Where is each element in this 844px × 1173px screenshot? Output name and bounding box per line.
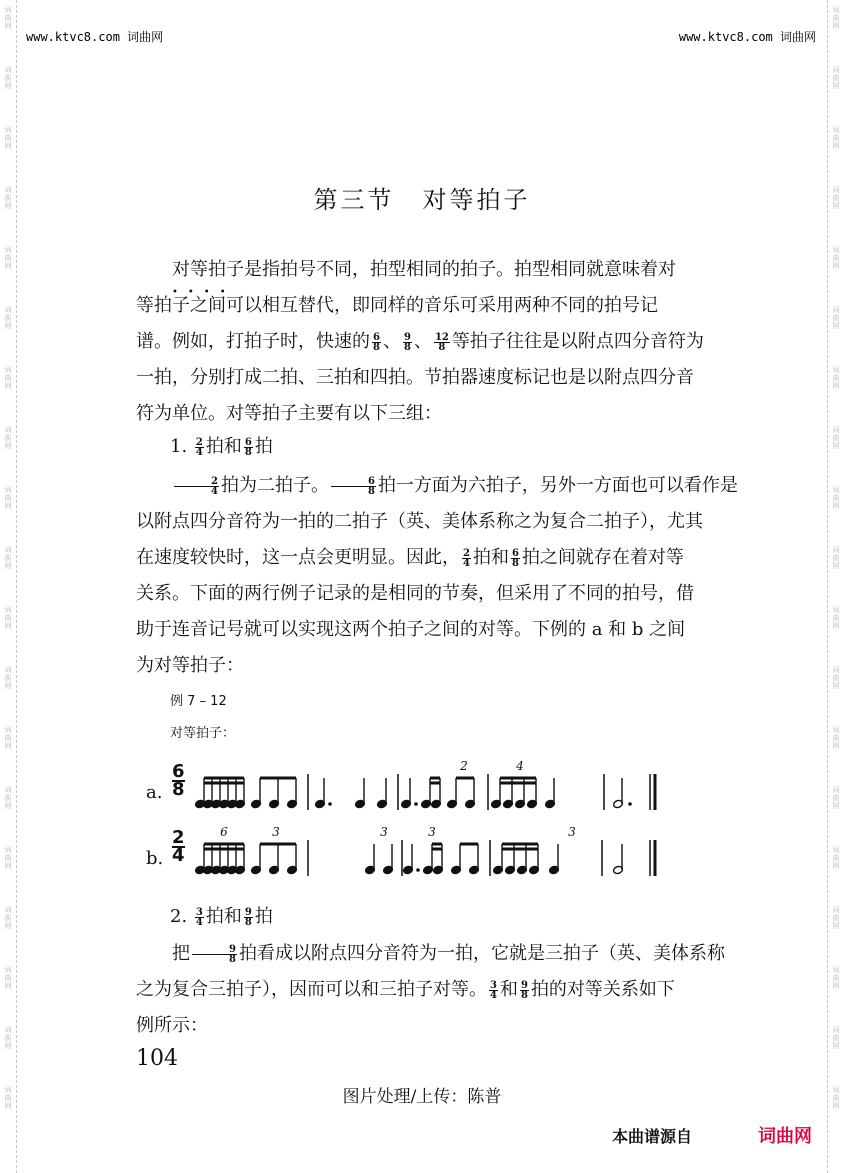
p2-line-3: 在速度较快时，这一点会更明显。因此， $\frac{2}{4}$ 拍和 $\frac{6}{8}$ 拍之间就存在着对等 xyxy=(136,547,684,569)
watermark-repeat: 词 曲 网 xyxy=(832,126,840,150)
watermark-repeat: 词 曲 网 xyxy=(4,486,12,510)
watermark-repeat: 词 曲 网 xyxy=(832,486,840,510)
watermark-repeat: 词 曲 网 xyxy=(832,6,840,30)
section-title xyxy=(0,180,844,215)
tuplet-number: 3 xyxy=(272,826,280,839)
page-number: 104 xyxy=(136,1046,178,1071)
p1-line-5: 符为单位。对等拍子主要有以下三组： xyxy=(136,403,442,424)
watermark-repeat: 词 曲 网 xyxy=(832,246,840,270)
brand-logo[interactable]: 词曲网 xyxy=(758,1126,812,1147)
p1-line-2: 等拍子之间可以相互替代，即同样的音乐可采用两种不同的拍号记 xyxy=(136,295,658,316)
watermark-repeat: 词 曲 网 xyxy=(4,666,12,690)
source-label: 本曲谱源自 xyxy=(612,1127,693,1146)
watermark-repeat: 词 曲 网 xyxy=(4,906,12,930)
row-b-letter: b. xyxy=(146,848,164,869)
p1-line-1: 对等拍子 •••• 是指拍号不同，拍型相同的拍子。拍型相同就意味着对 xyxy=(172,259,676,298)
tuplet-number: 4 xyxy=(516,760,524,773)
p3-line-3: 例所示： xyxy=(136,1015,208,1036)
time-sig-9-8: $\frac{9}{8}$ xyxy=(403,331,411,353)
p2-line-4: 关系。下面的两行例子记录的是相同的节奏，但采用了不同的拍号，借 xyxy=(136,583,694,604)
watermark-repeat: 词 曲 网 xyxy=(832,1086,840,1110)
right-watermark-strip xyxy=(827,0,844,1173)
p2-line-1: $\frac{2}{4}$ 拍为二拍子。 $\frac{6}{8}$ 拍一方面为六拍子，另外一方面也可以看作是 xyxy=(136,468,740,504)
watermark-repeat: 词 曲 网 xyxy=(4,606,12,630)
watermark-repeat: 词 曲 网 xyxy=(4,6,12,30)
watermark-repeat: 词 曲 网 xyxy=(4,546,12,570)
site-url-left[interactable]: www.ktvc8.com 词曲网 xyxy=(26,30,164,44)
paragraph-3 xyxy=(136,936,740,1044)
watermark-repeat: 词 曲 网 xyxy=(832,306,840,330)
p2-line-5: 助于连音记号就可以实现这两个拍子之间的对等。下例的 a 和 b 之间 xyxy=(136,619,686,640)
site-url-right[interactable]: www.ktvc8.com 词曲网 xyxy=(678,30,816,44)
time-sig-12-8: $\frac{12}{8}$ xyxy=(434,331,449,353)
watermark-repeat: 词 曲 网 xyxy=(832,426,840,450)
p3-line-2: 之为复合三拍子），因而可以和三拍子对等。 $\frac{3}{4}$ 和 $\frac{9}{8}$ 拍的对等关系如下 xyxy=(136,979,675,1001)
watermark-repeat: 词 曲 网 xyxy=(4,846,12,870)
watermark-repeat: 词 曲 网 xyxy=(4,366,12,390)
dot xyxy=(416,868,420,872)
paragraph-1 xyxy=(136,252,740,432)
p3-line-1: 把 $\frac{9}{8}$ 拍看成以附点四分音符为一拍，它就是三拍子（英、美体系称 xyxy=(172,943,725,965)
tuplet-number: 6 xyxy=(220,826,228,839)
example-label: 例 7 – 12 xyxy=(170,694,227,709)
dot xyxy=(328,802,332,806)
watermark-repeat: 词 曲 网 xyxy=(832,906,840,930)
p1-line-3: 谱。例如，打拍子时，快速的 $\frac{6}{8}$ 、 $\frac{9}{8}$ 、 $\frac{12}{8}$ 等拍子往往是以附点四分音符为 xyxy=(136,331,704,353)
tuplet-number: 3 xyxy=(380,826,388,839)
subheading-1: 1. $\frac{2}{4}$ 拍和 $\frac{6}{8}$ 拍 xyxy=(170,436,273,458)
watermark-repeat: 词 曲 网 xyxy=(4,426,12,450)
rhythm-row-a xyxy=(138,760,738,820)
tuplet-number: 2 xyxy=(460,760,468,773)
subheading-2: 2. $\frac{3}{4}$ 拍和 $\frac{9}{8}$ 拍 xyxy=(170,906,273,928)
p2-line-6: 为对等拍子： xyxy=(136,655,244,676)
watermark-repeat: 词 曲 网 xyxy=(832,546,840,570)
watermark-repeat: 词 曲 网 xyxy=(832,846,840,870)
example-subtitle: 对等拍子： xyxy=(170,726,236,741)
watermark-repeat: 词 曲 网 xyxy=(832,186,840,210)
watermark-repeat: 词 曲 网 xyxy=(4,186,12,210)
watermark-repeat: 词 曲 网 xyxy=(832,606,840,630)
watermark-repeat: 词 曲 网 xyxy=(832,66,840,90)
watermark-repeat: 词 曲 网 xyxy=(4,306,12,330)
row-b-time-signature: 2 4 xyxy=(172,827,185,866)
watermark-repeat: 词 曲 网 xyxy=(832,966,840,990)
upload-credit: 图片处理/上传：陈普 xyxy=(342,1087,502,1107)
dot xyxy=(414,802,418,806)
watermark-repeat: 词 曲 网 xyxy=(4,1086,12,1110)
p2-line-2: 以附点四分音符为一拍的二拍子（英、美体系称之为复合二拍子），尤其 xyxy=(136,511,703,532)
left-watermark-strip xyxy=(0,0,17,1173)
watermark-repeat: 词 曲 网 xyxy=(832,1026,840,1050)
tuplet-number: 3 xyxy=(568,826,576,839)
dot xyxy=(628,802,632,806)
watermark-repeat: 词 曲 网 xyxy=(832,786,840,810)
watermark-repeat: 词 曲 网 xyxy=(4,726,12,750)
p1-line-4: 一拍，分别打成二拍、三拍和四拍。节拍器速度标记也是以附点四分音 xyxy=(136,367,694,388)
watermark-repeat: 词 曲 网 xyxy=(832,366,840,390)
watermark-repeat: 词 曲 网 xyxy=(4,126,12,150)
tuplet-number: 3 xyxy=(428,826,436,839)
watermark-repeat: 词 曲 网 xyxy=(4,786,12,810)
watermark-repeat: 词 曲 网 xyxy=(4,966,12,990)
watermark-repeat: 词 曲 网 xyxy=(832,726,840,750)
section-name: 对等拍子 xyxy=(422,186,531,214)
row-a-letter: a. xyxy=(146,782,163,803)
row-a-notation xyxy=(194,760,734,820)
row-b-notation xyxy=(194,826,734,886)
time-sig-6-8: $\frac{6}{8}$ xyxy=(373,331,380,353)
rhythm-row-b xyxy=(138,826,738,886)
section-number: 第三节 xyxy=(313,186,395,214)
watermark-repeat: 词 曲 网 xyxy=(4,66,12,90)
row-a-time-signature: 6 8 xyxy=(172,761,185,800)
paragraph-2 xyxy=(136,468,740,684)
emphasis-term: 对等拍子 •••• xyxy=(172,259,244,298)
watermark-repeat: 词 曲 网 xyxy=(4,246,12,270)
watermark-repeat: 词 曲 网 xyxy=(4,1026,12,1050)
watermark-repeat: 词 曲 网 xyxy=(832,666,840,690)
